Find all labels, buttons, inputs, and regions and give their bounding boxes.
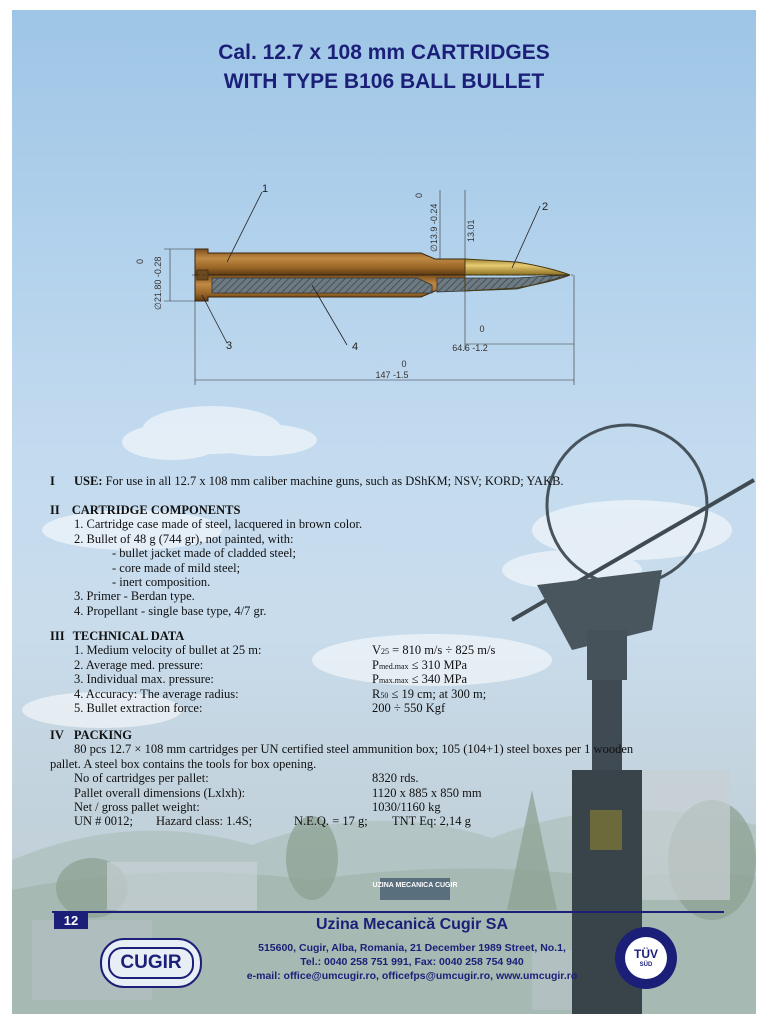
dim-bullet-length: 64.6 -1.2 [452,343,488,353]
section-components [50,503,362,618]
section-technical-heading: TECHNICAL DATA [72,629,185,643]
component-line: 1. Cartridge case made of steel, lacquered in brown color. [74,517,363,532]
packing-row: Pallet overall dimensions (Lxlxh): 1120 x 885 x 850 mm [74,785,482,800]
dim-case-diameter-upper: 0 [135,258,145,264]
component-line: 4. Propellant - single base type, 4/7 gr. [74,603,267,618]
section-packing-num: IV [50,728,64,742]
hazard-row: UN # 0012; Hazard class: 1.4S; N.E.Q. = 17 g; TNT Eq: 2,14 g [74,814,471,829]
packing-paragraph: 80 pcs 12.7 × 108 mm cartridges per UN certified steel ammunition box; 105 (104+1) steel boxes per 1 wooden [74,742,634,757]
section-technical-num: III [50,629,65,643]
company-name: Uzina Mecanică Cugir SA [315,916,509,933]
cartridge-diagram [12,10,756,410]
callout-4: 4 [352,341,359,353]
page-number: 12 [54,912,88,929]
tech-row: 1. Medium velocity of bullet at 25 m: V25 = 810 m/s ÷ 825 m/s [74,643,496,658]
tech-row: 5. Bullet extraction force: 200 ÷ 550 Kgf [74,700,446,715]
section-packing [50,728,734,829]
packing-row: Net / gross pallet weight: 1030/1160 kg [74,800,441,814]
cugir-logo [100,938,202,988]
cartridge-case [195,249,465,275]
dim-case-diameter: ∅21.80 -0.28 [153,256,163,310]
component-line: 2. Bullet of 48 g (744 gr), not painted, with: [74,531,294,546]
company-phone: Tel.: 0040 258 751 991, Fax: 0040 258 754 940 [300,956,524,968]
tech-row: 2. Average med. pressure: Pmed.max ≤ 310 MPa [74,657,468,672]
section-components-num: II [50,503,60,517]
dim-bullet-length-upper: 0 [479,324,485,334]
tech-row: 4. Accuracy: The average radius: R50 ≤ 19 cm; at 300 m; [74,686,487,701]
tuv-text: TÜV [634,947,658,961]
dim-bullet-diameter: 13.01 [466,219,476,242]
propellant-section [212,278,432,293]
section-use [50,474,564,488]
section-use-text: For use in all 12.7 x 108 mm caliber machine guns, such as DShKM; NSV; KORD; YAKB. [102,474,564,488]
title-line-2: WITH TYPE B106 BALL BULLET [223,70,545,93]
tuv-sub-text: SÜD [639,962,653,968]
dim-total-length: 147 -1.5 [375,370,409,380]
section-technical [50,629,734,715]
component-line: - bullet jacket made of cladded steel; [112,546,296,561]
title-line-1: Cal. 12.7 x 108 mm CARTRIDGES [218,41,550,64]
section-use-num: I [50,474,55,488]
callout-3: 3 [226,340,233,352]
company-address: 515600, Cugir, Alba, Romania, 21 December 1989 Street, No.1, [258,942,566,954]
component-line: - inert composition. [112,575,211,590]
callout-2: 2 [542,201,549,213]
section-use-heading: USE: [74,474,103,488]
section-packing-heading: PACKING [73,728,133,742]
company-email: e-mail: office@umcugir.ro, officefps@umcugir.ro, www.umcugir.ro [246,970,578,982]
packing-row: No of cartridges per pallet: 8320 rds. [74,771,419,786]
tuv-certification-logo [615,927,677,989]
component-line: 3. Primer - Berdan type. [74,589,195,604]
component-line: - core made of mild steel; [112,560,241,575]
sign-text: UZINA MECANICA CUGIR [372,882,458,889]
packing-paragraph-cont: pallet. A steel box contains the tools for box opening. [50,756,317,771]
callout-1: 1 [262,183,269,195]
footer-divider [52,911,724,913]
tech-row: 3. Individual max. pressure: Pmax.max ≤ 340 MPa [74,672,468,687]
dim-neck-diameter-upper: 0 [414,192,424,198]
dim-total-length-upper: 0 [401,359,407,369]
cugir-logo-text: CUGIR [108,947,194,979]
bullet [465,259,570,275]
brochure-page [12,10,756,1014]
dim-neck-diameter: ∅13.9 -0.24 [429,203,439,252]
section-components-heading: CARTRIDGE COMPONENTS [71,503,241,517]
